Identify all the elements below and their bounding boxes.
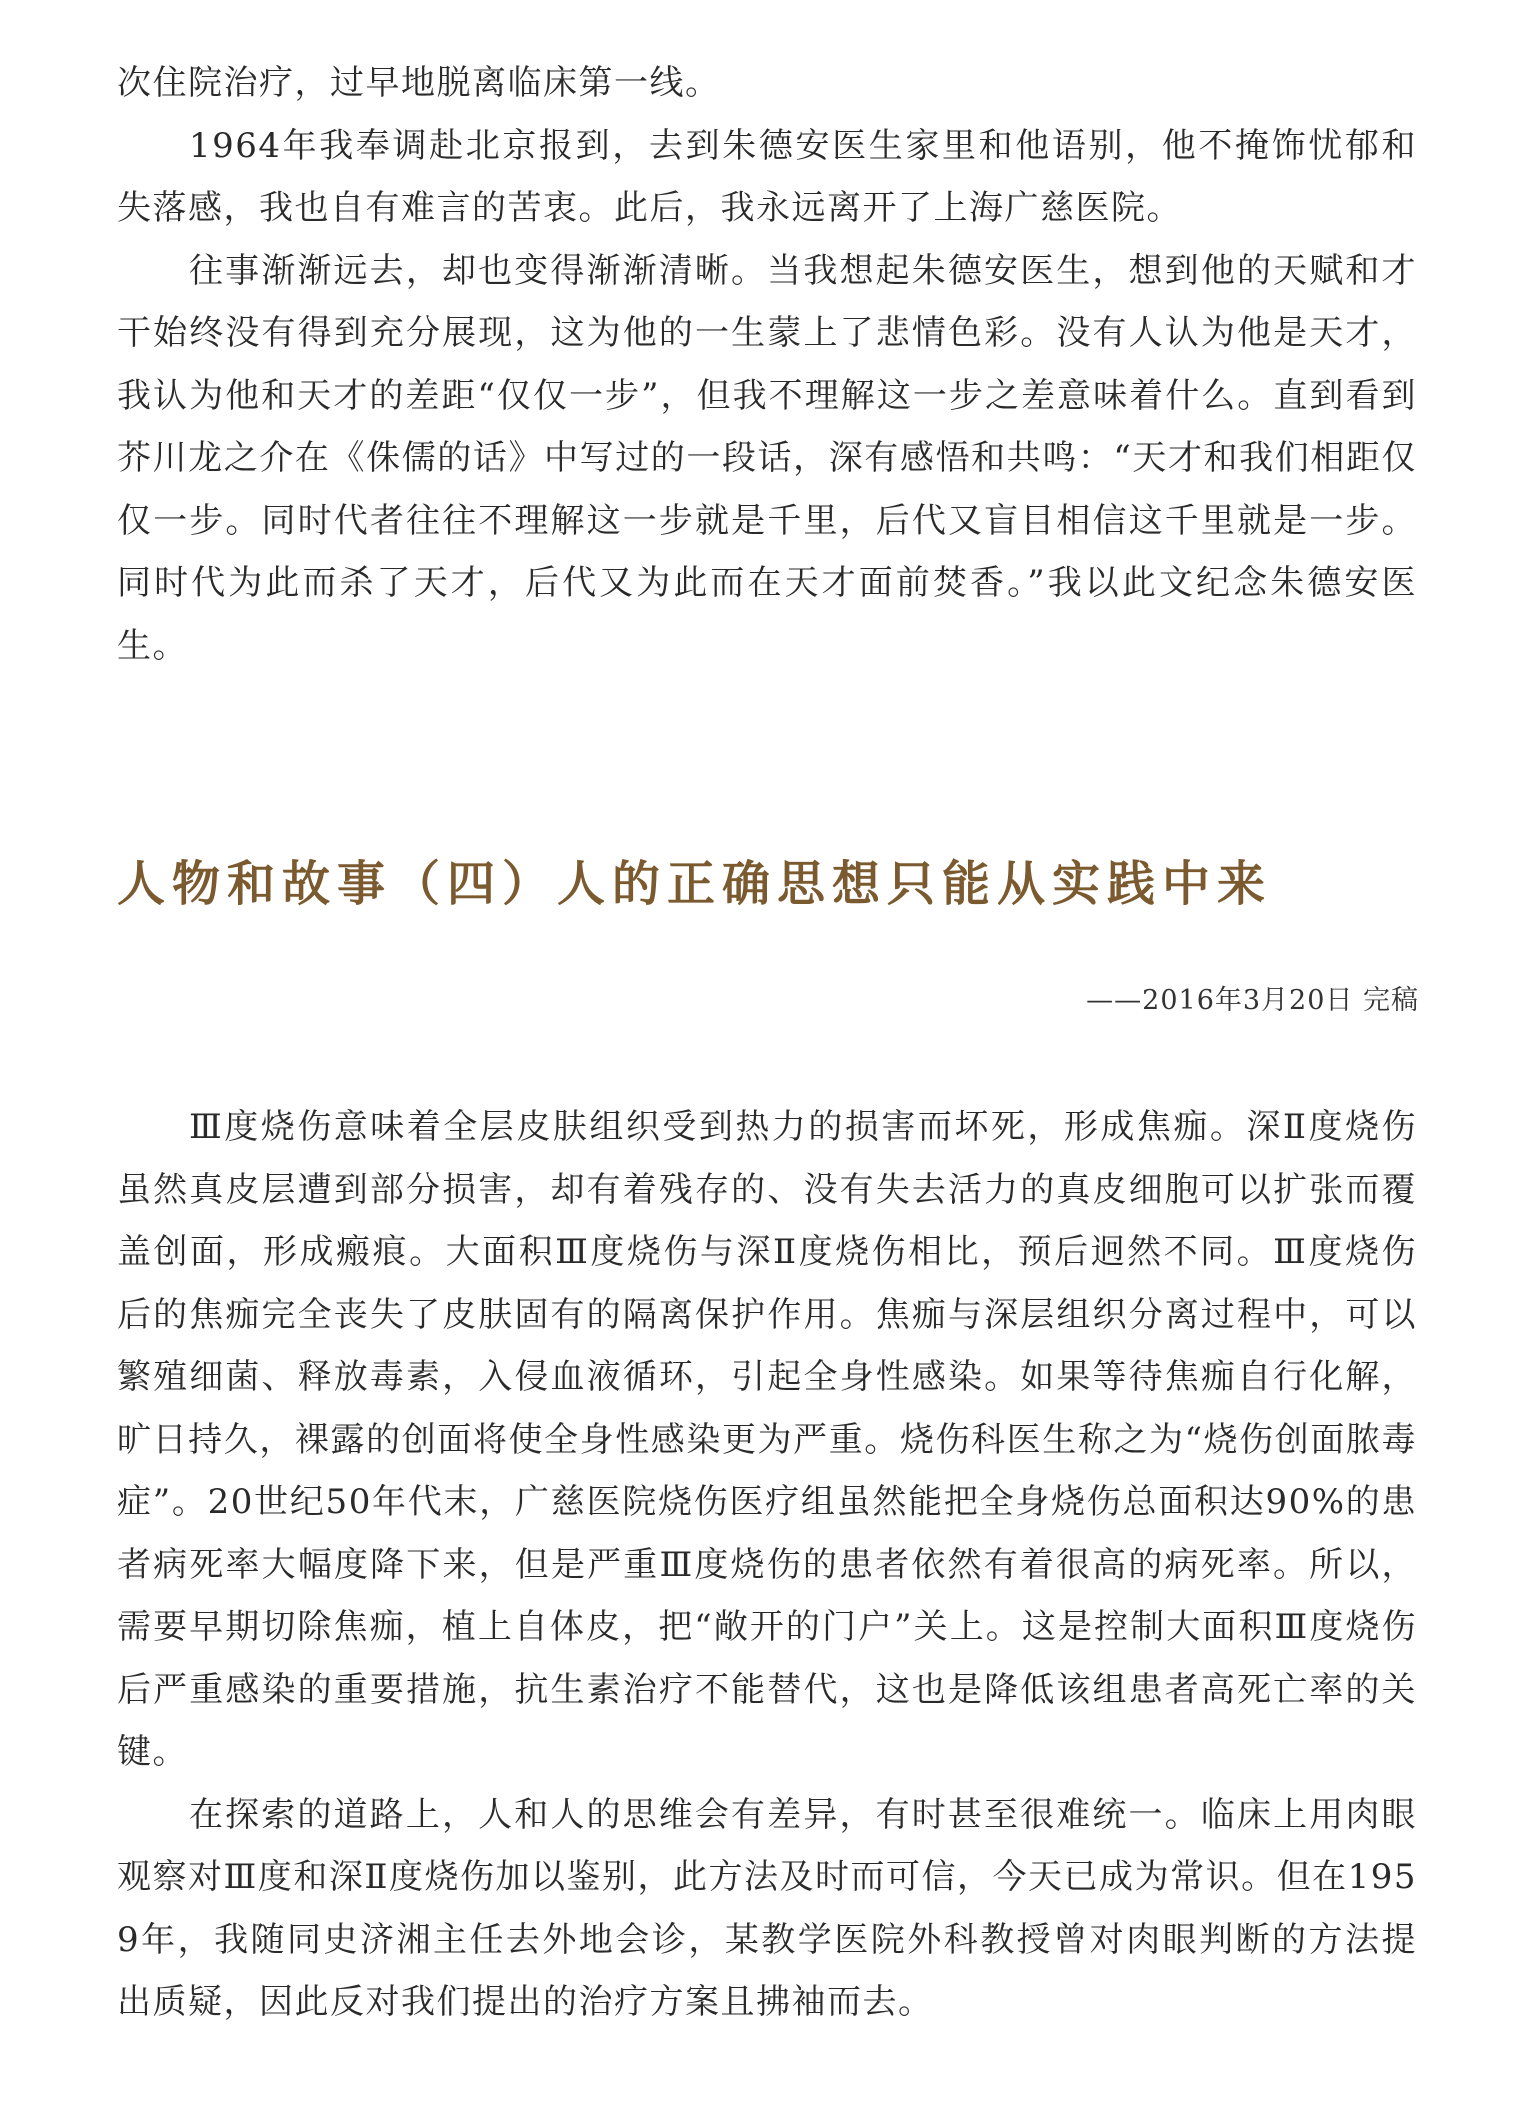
paragraph: 在探索的道路上，人和人的思维会有差异，有时甚至很难统一。临床上用肉眼观察对Ⅲ度和深Ⅱ度烧伤加以鉴别，此方法及时而可信，今天已成为常识。但在1959年，我随同史济湘主任去外地会诊，某教学医院外科教授曾对肉眼判断的方法提出质疑，因此反对我们提出的治疗方案且拂袖而去。 (117, 1794, 1417, 2022)
paragraph: 1964年我奉调赴北京报到，去到朱德安医生家里和他语别，他不掩饰忧郁和失落感，我也自有难言的苦衷。此后，我永远离开了上海广慈医院。 (117, 125, 1417, 228)
section-body-text (117, 1096, 1417, 2034)
paragraph: Ⅲ度烧伤意味着全层皮肤组织受到热力的损害而坏死，形成焦痂。深Ⅱ度烧伤虽然真皮层遭到部分损害，却有着残存的、没有失去活力的真皮细胞可以扩张而覆盖创面，形成瘢痕。大面积Ⅲ度烧伤与深Ⅱ度烧伤相比，预后迥然不同。Ⅲ度烧伤后的焦痂完全丧失了皮肤固有的隔离保护作用。焦痂与深层组织分离过程中，可以繁殖细菌、释放毒素，入侵血液循环，引起全身性感染。如果等待焦痂自行化解，旷日持久，裸露的创面将使全身性感染更为严重。烧伤科医生称之为“烧伤创面脓毒症”。20世纪50年代末，广慈医院烧伤医疗组虽然能把全身烧伤总面积达90%的患者病死率大幅度降下来，但是严重Ⅲ度烧伤的患者依然有着很高的病死率。所以，需要早期切除焦痂，植上自体皮，把“敞开的门户”关上。这是控制大面积Ⅲ度烧伤后严重感染的重要措施，抗生素治疗不能替代，这也是降低该组患者高死亡率的关键。 (117, 1107, 1417, 1772)
completion-dateline: ——2016年3月20日 完稿 (1086, 985, 1419, 1016)
previous-section-text (117, 52, 1417, 677)
paragraph: 次住院治疗，过早地脱离临床第一线。 (117, 63, 721, 103)
section-title: 人物和故事（四）人的正确思想只能从实践中来 (117, 856, 1273, 912)
paragraph: 往事渐渐远去，却也变得渐渐清晰。当我想起朱德安医生，想到他的天赋和才干始终没有得到充分展现，这为他的一生蒙上了悲情色彩。没有人认为他是天才，我认为他和天才的差距“仅仅一步”，但我不理解这一步之差意味着什么。直到看到芥川龙之介在《侏儒的话》中写过的一段话，深有感悟和共鸣：“天才和我们相距仅仅一步。同时代者往往不理解这一步就是千里，后代又盲目相信这千里就是一步。同时代为此而杀了天才，后代又为此而在天才面前焚香。”我以此文纪念朱德安医生。 (117, 250, 1417, 666)
